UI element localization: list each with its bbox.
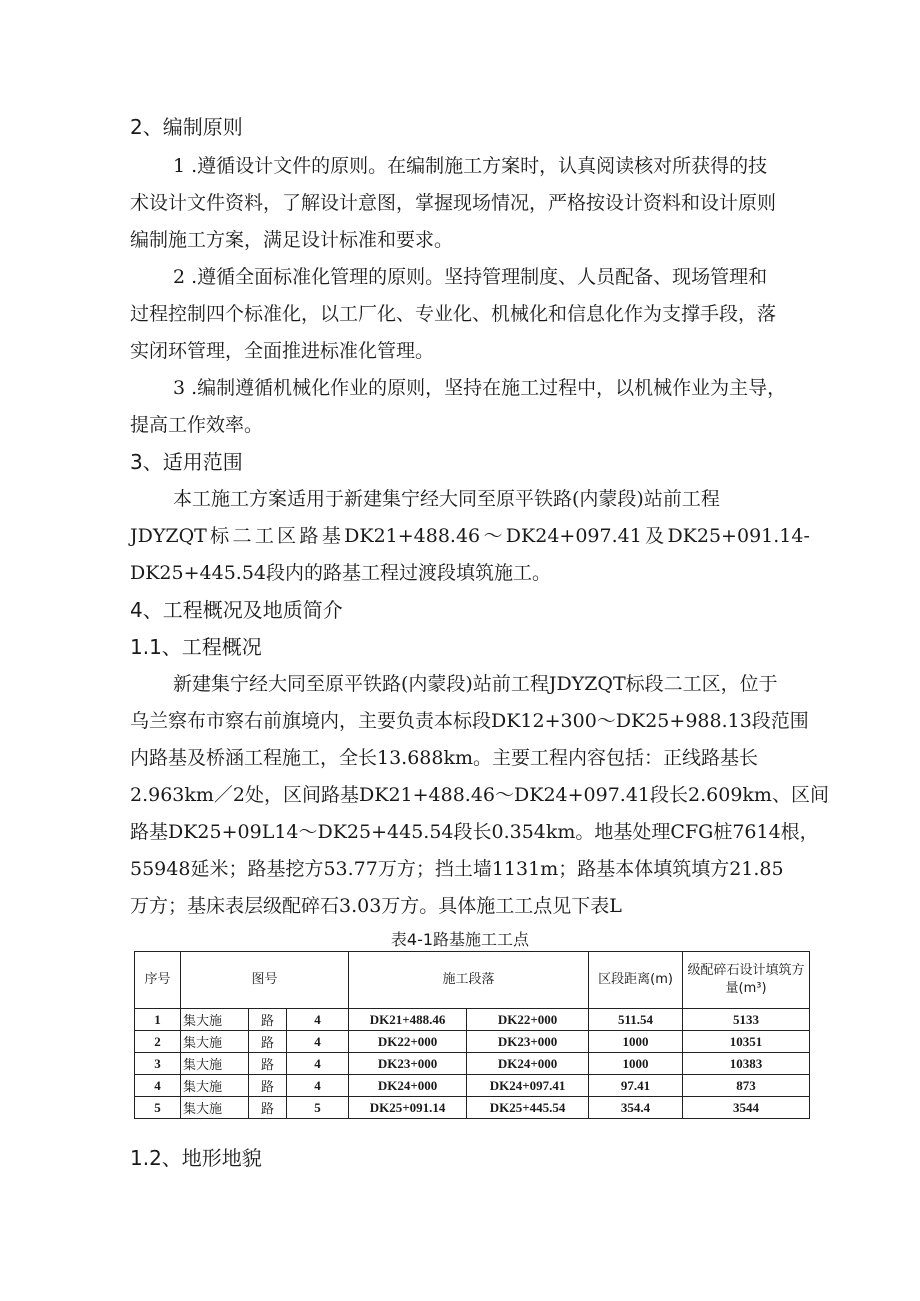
cell-to: DK25+445.54: [467, 1097, 589, 1119]
cell-drawing-prefix: 集大施: [181, 1031, 249, 1053]
cell-drawing-number: 4: [287, 1009, 349, 1031]
cell-volume: 10383: [683, 1053, 810, 1075]
cell-drawing-type: 路: [249, 1097, 287, 1119]
paragraph-line: 本工施工方案适用于新建集宁经大同至原平铁路(内蒙段)站前工程: [173, 488, 720, 510]
cell-drawing-prefix: 集大施: [181, 1053, 249, 1075]
cell-volume: 10351: [683, 1031, 810, 1053]
word: DK24+097.41: [505, 525, 642, 547]
section-2-title: 2、编制原则: [130, 115, 243, 139]
section-4-1-title: 1.1、工程概况: [130, 635, 262, 659]
word: DK25+091.14-: [667, 525, 810, 547]
paragraph-line: 路基DK25+09L14～DK25+445.54段长0.354km。地基处理CFG桩7614根，: [130, 821, 819, 843]
cell-drawing-number: 4: [287, 1031, 349, 1053]
cell-drawing-type: 路: [249, 1053, 287, 1075]
header-seq: 序号: [135, 952, 181, 1009]
cell-drawing-prefix: 集大施: [181, 1075, 249, 1097]
cell-from: DK22+000: [349, 1031, 467, 1053]
table-row: [135, 1009, 810, 1031]
cell-distance: 1000: [589, 1031, 683, 1053]
table-row: [135, 1097, 810, 1119]
word: 标: [210, 525, 230, 547]
table-row: [135, 1053, 810, 1075]
word: 工: [254, 525, 274, 547]
paragraph-line: 编制施工方案，满足设计标准和要求。: [130, 229, 454, 251]
word: 基: [321, 525, 341, 547]
cell-drawing-number: 4: [287, 1075, 349, 1097]
cell-drawing-type: 路: [249, 1075, 287, 1097]
paragraph-line: 55948延米；路基挖方53.77万方；挡土墙1131m；路基本体填筑填方21.85: [130, 858, 784, 880]
header-section: 施工段落: [349, 952, 589, 1009]
paragraph-line: 术设计文件资料，了解设计意图，掌握现场情况，严格按设计资料和设计原则: [130, 192, 777, 214]
cell-to: DK23+000: [467, 1031, 589, 1053]
paragraph-line: 过程控制四个标准化，以工厂化、专业化、机械化和信息化作为支撑手段，落: [130, 303, 777, 325]
word: 二: [232, 525, 252, 547]
word: 及: [645, 525, 665, 547]
word: 路: [299, 525, 319, 547]
cell-distance: 1000: [589, 1053, 683, 1075]
cell-distance: 511.54: [589, 1009, 683, 1031]
cell-from: DK21+488.46: [349, 1009, 467, 1031]
paragraph-line: DK25+445.54段内的路基工程过渡段填筑施工。: [130, 562, 552, 584]
paragraph-line: 内路基及桥涵工程施工，全长13.688km。主要工程内容包括：正线路基长: [130, 747, 759, 769]
paragraph-line: 万方；基床表层级配碎石3.03万方。具体施工工点见下表L: [130, 895, 622, 917]
header-drawing: 图号: [181, 952, 349, 1009]
paragraph-line: 新建集宁经大同至原平铁路(内蒙段)站前工程JDYZQT标段二工区，位于: [173, 673, 778, 695]
table-row: [135, 1075, 810, 1097]
cell-drawing-number: 4: [287, 1053, 349, 1075]
cell-distance: 354.4: [589, 1097, 683, 1119]
paragraph-line: 提高工作效率。: [130, 414, 264, 436]
header-distance: 区段距离(m): [589, 952, 683, 1009]
paragraph-line: 2 .遵循全面标准化管理的原则。坚持管理制度、人员配备、现场管理和: [173, 266, 768, 288]
worksite-table: [134, 951, 810, 1119]
paragraph-line: 乌兰察布市察右前旗境内，主要负责本标段DK12+300～DK25+988.13段范围: [130, 710, 809, 732]
paragraph-line: 实闭环管理，全面推进标准化管理。: [130, 340, 435, 362]
cell-drawing-type: 路: [249, 1031, 287, 1053]
cell-drawing-prefix: 集大施: [181, 1009, 249, 1031]
paragraph-line: 1 .遵循设计文件的原则。在编制施工方案时，认真阅读核对所获得的技: [173, 155, 768, 177]
cell-from: DK23+000: [349, 1053, 467, 1075]
cell-to: DK24+097.41: [467, 1075, 589, 1097]
word: DK21+488.46: [344, 525, 481, 547]
cell-seq: 3: [135, 1053, 181, 1075]
cell-from: DK24+000: [349, 1075, 467, 1097]
cell-volume: 873: [683, 1075, 810, 1097]
word: 区: [277, 525, 297, 547]
cell-seq: 5: [135, 1097, 181, 1119]
section-3-title: 3、适用范围: [130, 450, 243, 474]
table-header-row: [135, 952, 810, 1009]
cell-seq: 4: [135, 1075, 181, 1097]
cell-distance: 97.41: [589, 1075, 683, 1097]
cell-seq: 1: [135, 1009, 181, 1031]
cell-seq: 2: [135, 1031, 181, 1053]
cell-drawing-type: 路: [249, 1009, 287, 1031]
header-volume: 级配碎石设计填筑方量(m³): [683, 952, 810, 1009]
cell-volume: 5133: [683, 1009, 810, 1031]
word: ～: [483, 525, 503, 547]
cell-to: DK24+000: [467, 1053, 589, 1075]
cell-drawing-prefix: 集大施: [181, 1097, 249, 1119]
section-4-title: 4、工程概况及地质简介: [130, 598, 343, 622]
paragraph-line: 3 .编制遵循机械化作业的原则，坚持在施工过程中，以机械作业为主导，: [173, 377, 787, 399]
cell-from: DK25+091.14: [349, 1097, 467, 1119]
section-4-2-title: 1.2、地形地貌: [130, 1146, 262, 1170]
paragraph-line-justified: [130, 524, 810, 548]
cell-to: DK22+000: [467, 1009, 589, 1031]
paragraph-line: 2.963km／2处，区间路基DK21+488.46～DK24+097.41段长2.609km、区间: [130, 784, 829, 806]
cell-volume: 3544: [683, 1097, 810, 1119]
table-row: [135, 1031, 810, 1053]
word: JDYZQT: [130, 525, 207, 547]
cell-drawing-number: 5: [287, 1097, 349, 1119]
table-caption: 表4-1路基施工工点: [390, 930, 530, 949]
